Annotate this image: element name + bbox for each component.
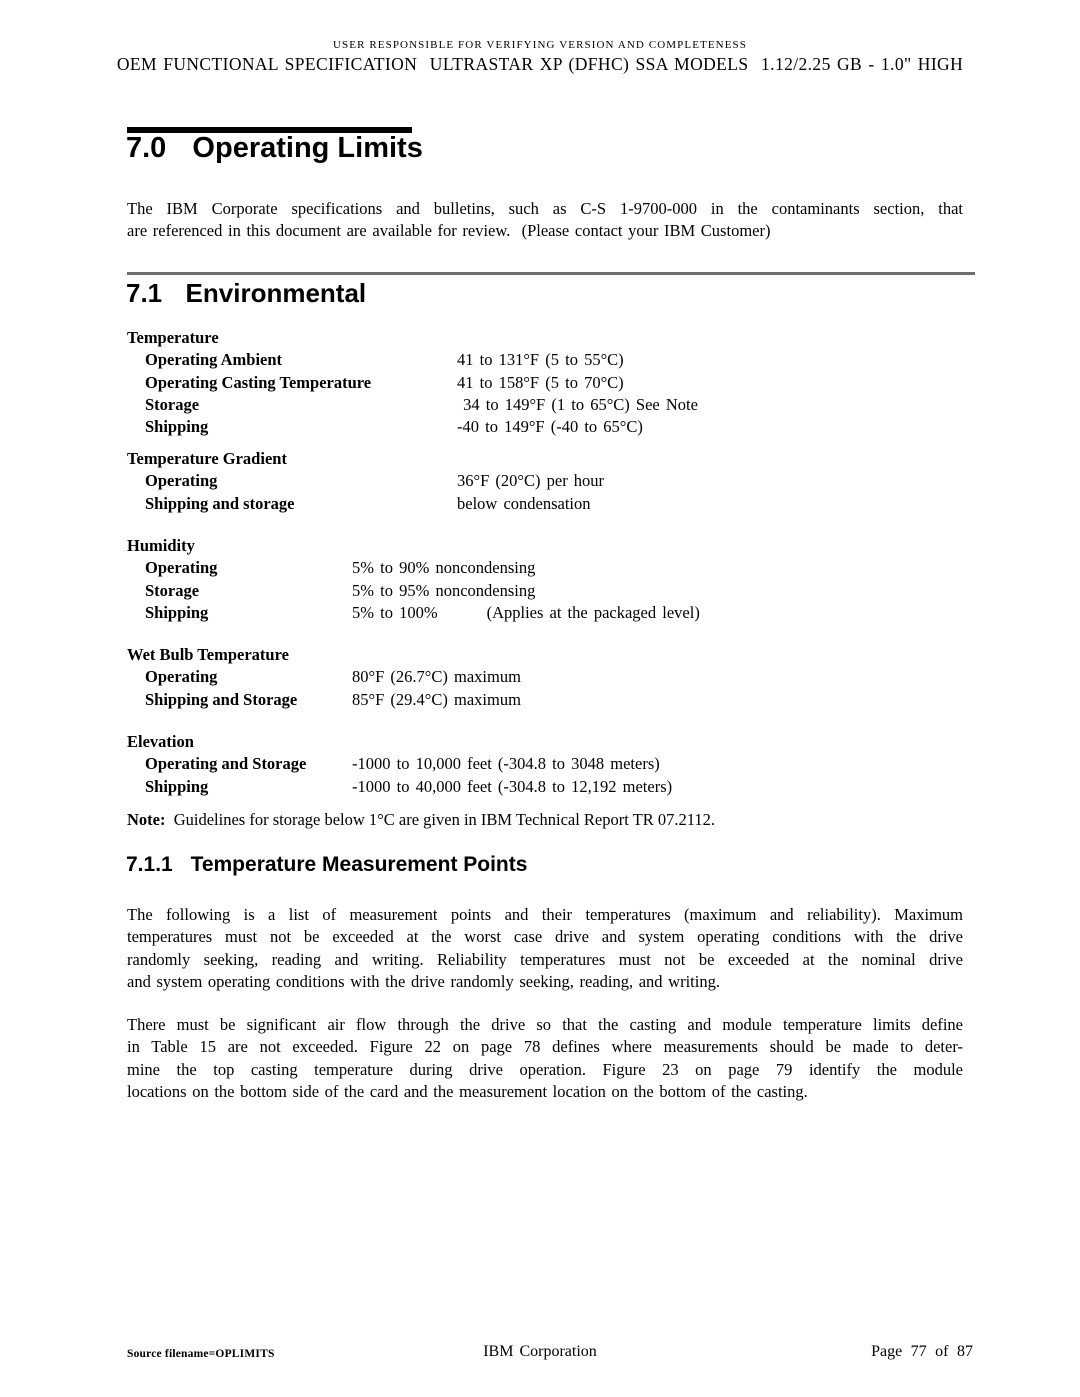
spec-label: Operating Ambient xyxy=(145,350,283,370)
env-group-wet-bulb xyxy=(127,644,963,711)
env-group-elevation xyxy=(127,731,963,798)
paragraph-line: and system operating conditions with the drive randomly seeking, reading, and writing. xyxy=(127,971,720,991)
spec-value: 5% to 90% noncondensing xyxy=(352,558,536,578)
env-group-temperature xyxy=(127,327,963,438)
spec-label: Operating xyxy=(145,471,218,491)
spec-value: below condensation xyxy=(457,493,591,513)
paragraph-line: in Table 15 are not exceeded. Figure 22 on page 78 defines where measurements should be made to deter- xyxy=(127,1037,963,1057)
spec-row xyxy=(127,580,963,602)
env-group-title: Temperature xyxy=(127,328,219,347)
header-title: OEM FUNCTIONAL SPECIFICATION ULTRASTAR XP (DFHC) SSA MODELS 1.12/2.25 GB - 1.0" HIGH xyxy=(116,54,964,74)
spec-label: Shipping and Storage xyxy=(145,689,298,709)
spec-value: 36°F (20°C) per hour xyxy=(457,471,605,491)
footer-page-number: Page 77 of 87 xyxy=(871,1343,973,1360)
paragraph-line: temperatures must not be exceeded at the worst case drive and system operating conditions with the drive xyxy=(127,927,963,947)
spec-row xyxy=(127,557,963,579)
spec-row xyxy=(127,372,963,394)
spec-label: Shipping xyxy=(145,602,209,622)
spec-label: Operating xyxy=(145,558,218,578)
section-7-1-1-number: 7.1.1 xyxy=(126,853,173,876)
section-7-1-number: 7.1 xyxy=(126,278,163,308)
note-text: Guidelines for storage below 1°C are given in IBM Technical Report TR 07.2112. xyxy=(165,810,716,829)
spec-row xyxy=(127,776,963,798)
env-group-humidity xyxy=(127,535,963,624)
spec-label: Shipping and storage xyxy=(145,493,295,513)
spec-value: 5% to 100% (Applies at the packaged level) xyxy=(352,602,700,622)
spec-value: 5% to 95% noncondensing xyxy=(352,580,536,600)
section-7-0-heading xyxy=(126,132,423,165)
spec-row xyxy=(127,666,963,688)
note-label: Note: xyxy=(127,810,166,829)
header-notice: USER RESPONSIBLE FOR VERIFYING VERSION AND COMPLETENESS xyxy=(333,39,747,51)
spec-label: Operating and Storage xyxy=(145,754,307,774)
spec-value: 34 to 149°F (1 to 65°C) See Note xyxy=(457,394,698,414)
spec-value: -40 to 149°F (-40 to 65°C) xyxy=(457,417,643,437)
spec-row xyxy=(127,493,963,515)
env-group-title: Humidity xyxy=(127,536,195,555)
section-7-0-number: 7.0 xyxy=(126,132,167,164)
spec-row xyxy=(127,753,963,775)
paragraph-line: are referenced in this document are available for review. (Please contact your IBM Customer) xyxy=(127,221,771,241)
section-7-1-heading xyxy=(126,279,366,309)
paragraph-line: mine the top casting temperature during drive operation. Figure 23 on page 79 identify the module xyxy=(127,1059,963,1079)
spec-row xyxy=(127,602,963,624)
spec-label: Storage xyxy=(145,394,200,414)
paragraph-line: locations on the bottom side of the card and the measurement location on the bottom of the casting. xyxy=(127,1081,808,1101)
spec-row xyxy=(127,470,963,492)
section-7-1-1-title: Temperature Measurement Points xyxy=(190,853,528,876)
intro-paragraph xyxy=(127,198,963,243)
env-group-title: Elevation xyxy=(127,732,194,751)
spec-value: 85°F (29.4°C) maximum xyxy=(352,689,521,709)
section-7-0-title: Operating Limits xyxy=(192,132,423,164)
footer-source-filename: Source filename=OPLIMITS xyxy=(127,1348,275,1360)
spec-label: Shipping xyxy=(145,776,209,796)
spec-label: Storage xyxy=(145,580,200,600)
measurement-paragraph-1 xyxy=(127,904,963,993)
env-group-title: Wet Bulb Temperature xyxy=(127,645,289,664)
spec-label: Operating xyxy=(145,667,218,687)
spec-row xyxy=(127,394,963,416)
env-group-title: Temperature Gradient xyxy=(127,449,287,468)
section-7-1-title: Environmental xyxy=(185,278,367,308)
spec-label: Shipping xyxy=(145,417,209,437)
spec-value: -1000 to 40,000 feet (-304.8 to 12,192 meters) xyxy=(352,776,673,796)
storage-note xyxy=(127,809,963,831)
footer-company: IBM Corporation xyxy=(483,1343,597,1360)
paragraph-line: The IBM Corporate specifications and bulletins, such as C-S 1-9700-000 in the contaminants section, that xyxy=(127,199,963,218)
env-group-temperature-gradient xyxy=(127,448,963,515)
spec-value: 41 to 158°F (5 to 70°C) xyxy=(457,372,624,392)
section-rule xyxy=(127,272,975,275)
spec-value: -1000 to 10,000 feet (-304.8 to 3048 meters) xyxy=(352,754,660,774)
spec-row xyxy=(127,689,963,711)
spec-row xyxy=(127,349,963,371)
paragraph-line: There must be significant air flow through the drive so that the casting and module temperature limits define xyxy=(127,1015,963,1034)
spec-value: 41 to 131°F (5 to 55°C) xyxy=(457,350,624,370)
spec-value: 80°F (26.7°C) maximum xyxy=(352,667,521,687)
spec-label: Operating Casting Temperature xyxy=(145,372,372,392)
measurement-paragraph-2 xyxy=(127,1014,963,1103)
paragraph-line: The following is a list of measurement points and their temperatures (maximum and reliability). Maximum xyxy=(127,905,963,924)
paragraph-line: randomly seeking, reading and writing. Reliability temperatures must not be exceeded at the nominal drive xyxy=(127,949,963,969)
spec-row xyxy=(127,416,963,438)
section-7-1-1-heading xyxy=(126,853,527,877)
